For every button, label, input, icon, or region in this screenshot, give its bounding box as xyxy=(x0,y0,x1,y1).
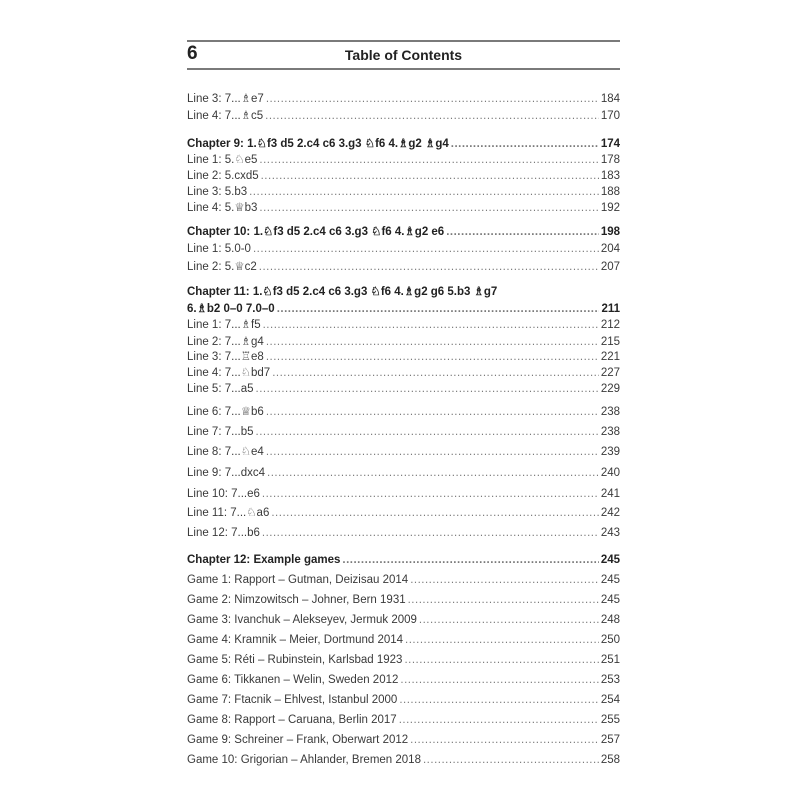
toc-entry-page: 243 xyxy=(600,527,620,539)
toc-entry[interactable] xyxy=(187,153,620,167)
toc-entry[interactable] xyxy=(187,318,620,332)
toc-entry-label: Game 6: Tikkanen – Welin, Sweden 2012 xyxy=(187,674,399,686)
toc-entry-label: Line 4: 7...♘bd7 xyxy=(187,367,271,379)
toc-entry[interactable] xyxy=(187,673,620,687)
toc-entry-page: 229 xyxy=(600,383,620,395)
toc-entry-page: 221 xyxy=(600,351,620,363)
toc-entry-label: Line 10: 7...e6 xyxy=(187,488,260,500)
toc-entry-page: 251 xyxy=(600,654,620,666)
toc-entry-label: Line 3: 7...♗e7 xyxy=(187,93,264,105)
dot-leader xyxy=(423,753,599,767)
toc-entry-label: Game 9: Schreiner – Frank, Oberwart 2012 xyxy=(187,734,409,746)
toc-entry[interactable] xyxy=(187,613,620,627)
toc-entry-page: 258 xyxy=(600,754,620,766)
toc-entry-label: Game 5: Réti – Rubinstein, Karlsbad 1923 xyxy=(187,654,403,666)
toc-entry-page: 178 xyxy=(600,154,620,166)
dot-leader xyxy=(419,613,599,627)
toc-entry-page: 239 xyxy=(600,446,620,458)
dot-leader xyxy=(256,382,599,396)
toc-entry-page: 253 xyxy=(600,674,620,686)
page-number: 6 xyxy=(187,43,198,64)
dot-leader xyxy=(266,92,599,106)
toc-entry[interactable] xyxy=(187,92,620,106)
dot-leader xyxy=(408,593,599,607)
toc-entry[interactable] xyxy=(187,335,620,349)
toc-entry[interactable] xyxy=(187,445,620,459)
toc-entry[interactable] xyxy=(187,201,620,215)
toc-entry-label: Line 7: 7...b5 xyxy=(187,426,254,438)
toc-entry-page: 183 xyxy=(600,170,620,182)
toc-entry[interactable] xyxy=(187,260,620,274)
toc-chapter-label: Chapter 10: 1.♘f3 d5 2.c4 c6 3.g3 ♘f6 4.♗g2 e6 xyxy=(187,226,445,238)
toc-entry[interactable] xyxy=(187,242,620,256)
toc-entry-page: 242 xyxy=(600,507,620,519)
toc-chapter-label: Chapter 12: Example games xyxy=(187,554,341,566)
toc-entry[interactable] xyxy=(187,466,620,480)
book-page xyxy=(187,40,620,766)
toc-entry-page: 188 xyxy=(600,186,620,198)
toc-entry-label: Line 11: 7...♘a6 xyxy=(187,507,270,519)
page-header xyxy=(187,40,620,70)
toc-entry-page: 192 xyxy=(600,202,620,214)
toc-entry-label: Line 12: 7...b6 xyxy=(187,527,260,539)
toc-entry[interactable] xyxy=(187,573,620,587)
dot-leader xyxy=(266,405,599,419)
toc-entry[interactable] xyxy=(187,713,620,727)
toc-entry-page: 204 xyxy=(600,243,620,255)
toc-entry-page: 254 xyxy=(600,694,620,706)
dot-leader xyxy=(261,169,599,183)
toc-entry-page: 207 xyxy=(600,261,620,273)
toc-entry-page: 227 xyxy=(600,367,620,379)
toc-entry-label: Line 2: 5.♕c2 xyxy=(187,261,257,273)
toc-chapter[interactable] xyxy=(187,553,620,567)
toc-entry-label: Line 5: 7...a5 xyxy=(187,383,254,395)
dot-leader xyxy=(404,653,598,667)
toc-entry[interactable] xyxy=(187,487,620,501)
toc-entry-label: Game 10: Grigorian – Ahlander, Bremen 2018 xyxy=(187,754,421,766)
dot-leader xyxy=(259,153,598,167)
dot-leader xyxy=(266,335,599,349)
dot-leader xyxy=(410,733,599,747)
toc-entry[interactable] xyxy=(187,350,620,364)
toc-entry-label: Line 2: 5.cxd5 xyxy=(187,170,259,182)
toc-entry-label: Line 4: 7...♗c5 xyxy=(187,110,264,122)
dot-leader xyxy=(256,425,599,439)
dot-leader xyxy=(399,713,599,727)
toc-entry-label: Game 1: Rapport – Gutman, Deizisau 2014 xyxy=(187,574,409,586)
toc-entry[interactable] xyxy=(187,366,620,380)
dot-leader xyxy=(342,553,598,567)
toc-entry-label: Game 3: Ivanchuk – Alekseyev, Jermuk 2009 xyxy=(187,614,417,626)
toc-entry-label: Line 6: 7...♕b6 xyxy=(187,406,264,418)
dot-leader xyxy=(451,137,599,151)
toc-entry-page: 241 xyxy=(600,488,620,500)
page-title: Table of Contents xyxy=(344,47,463,63)
toc-entry-label: Line 1: 5.0-0 xyxy=(187,243,251,255)
toc-entry-page: 248 xyxy=(600,614,620,626)
dot-leader xyxy=(446,225,599,239)
toc-entry-page: 250 xyxy=(600,634,620,646)
toc-entry-page: 238 xyxy=(600,406,620,418)
dot-leader xyxy=(277,302,600,316)
toc-chapter-page: 174 xyxy=(600,138,620,150)
toc-entry-label: Line 3: 5.b3 xyxy=(187,186,248,198)
dot-leader xyxy=(263,318,599,332)
toc-entry-label: Game 7: Ftacnik – Ehlvest, Istanbul 2000 xyxy=(187,694,398,706)
dot-leader xyxy=(265,109,599,123)
toc-entry-label: Game 8: Rapport – Caruana, Berlin 2017 xyxy=(187,714,397,726)
dot-leader xyxy=(272,366,599,380)
toc-entry[interactable] xyxy=(187,693,620,707)
dot-leader xyxy=(249,185,599,199)
toc-chapter[interactable] xyxy=(187,137,620,151)
toc-entry-label: Line 3: 7...♖e8 xyxy=(187,351,264,363)
toc-entry-page: 240 xyxy=(600,467,620,479)
toc-chapter-page: 198 xyxy=(600,226,620,238)
toc-entry[interactable] xyxy=(187,526,620,540)
toc-entry-page: 184 xyxy=(600,93,620,105)
dot-leader xyxy=(405,633,599,647)
toc-entry-label: Line 1: 7...♗f5 xyxy=(187,319,261,331)
toc-chapter-label: 6.♗b2 0–0 7.0–0 xyxy=(187,303,275,315)
dot-leader xyxy=(262,526,599,540)
toc-entry-page: 215 xyxy=(600,336,620,348)
toc-entry-label: Line 4: 5.♕b3 xyxy=(187,202,258,214)
toc-entry[interactable] xyxy=(187,733,620,747)
toc-entry[interactable] xyxy=(187,506,620,520)
dot-leader xyxy=(259,201,598,215)
toc-entry-page: 212 xyxy=(600,319,620,331)
toc-entry-label: Game 4: Kramnik – Meier, Dortmund 2014 xyxy=(187,634,404,646)
dot-leader xyxy=(259,260,599,274)
toc-entry-page: 245 xyxy=(600,574,620,586)
toc-entry[interactable] xyxy=(187,593,620,607)
toc-chapter[interactable] xyxy=(187,225,620,239)
toc-entry[interactable] xyxy=(187,633,620,647)
toc-entry[interactable] xyxy=(187,169,620,183)
dot-leader xyxy=(400,673,598,687)
dot-leader xyxy=(266,445,599,459)
toc-chapter-heading-line: Chapter 11: 1.♘f3 d5 2.c4 c6 3.g3 ♘f6 4.♗g2 g6 5.b3 ♗g7 xyxy=(187,286,498,298)
toc-entry-label: Line 8: 7...♘e4 xyxy=(187,446,264,458)
toc-entry-label: Line 9: 7...dxc4 xyxy=(187,467,265,479)
toc-entry-page: 255 xyxy=(600,714,620,726)
toc-entry[interactable] xyxy=(187,382,620,396)
dot-leader xyxy=(262,487,599,501)
toc-entry[interactable] xyxy=(187,185,620,199)
toc-entry[interactable] xyxy=(187,109,620,123)
toc-entry-page: 238 xyxy=(600,426,620,438)
dot-leader xyxy=(267,466,599,480)
dot-leader xyxy=(271,506,598,520)
toc-entry[interactable] xyxy=(187,653,620,667)
toc-entry-page: 170 xyxy=(600,110,620,122)
toc-chapter[interactable] xyxy=(187,302,620,316)
toc-chapter-label: Chapter 9: 1.♘f3 d5 2.c4 c6 3.g3 ♘f6 4.♗g2 ♗g4 xyxy=(187,138,449,150)
dot-leader xyxy=(399,693,599,707)
toc-entry-page: 245 xyxy=(600,594,620,606)
dot-leader xyxy=(266,350,599,364)
toc-entry[interactable] xyxy=(187,405,620,419)
toc-entry-label: Game 2: Nimzowitsch – Johner, Bern 1931 xyxy=(187,594,406,606)
toc-entry-label: Line 1: 5.♘e5 xyxy=(187,154,258,166)
toc-chapter-page: 245 xyxy=(600,554,620,566)
toc-chapter-page: 211 xyxy=(601,303,620,315)
toc-entry[interactable] xyxy=(187,753,620,767)
toc-entry-page: 257 xyxy=(600,734,620,746)
dot-leader xyxy=(253,242,599,256)
dot-leader xyxy=(410,573,599,587)
toc-entry-label: Line 2: 7...♗g4 xyxy=(187,336,264,348)
toc-entry[interactable] xyxy=(187,425,620,439)
